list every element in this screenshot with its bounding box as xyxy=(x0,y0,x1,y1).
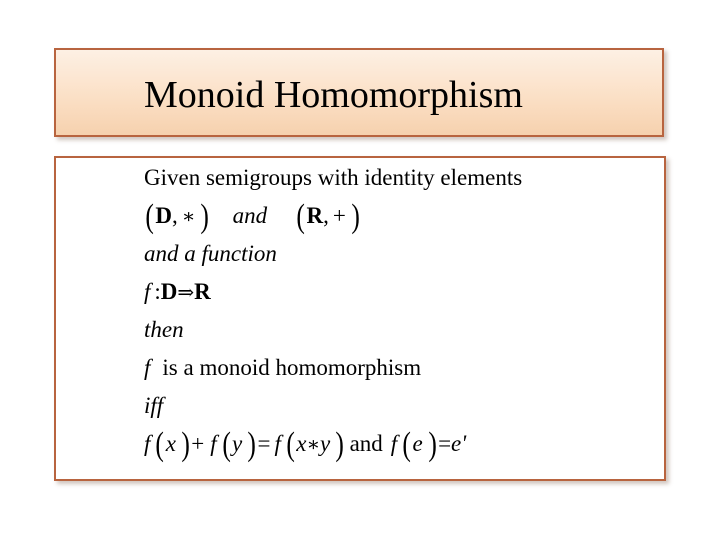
plus-operator: + xyxy=(332,203,346,228)
set-d: D xyxy=(160,279,178,304)
var-y: y xyxy=(231,431,243,456)
function-f: f xyxy=(144,279,151,304)
comma: , xyxy=(171,203,178,228)
claim-text: is a monoid homomorphism xyxy=(162,355,422,380)
var-x: x xyxy=(296,431,307,456)
equals-sign: = xyxy=(438,431,452,456)
set-r: R xyxy=(306,203,324,228)
colon: : xyxy=(154,279,161,304)
open-paren: ( xyxy=(155,426,165,463)
open-paren: ( xyxy=(402,426,412,463)
implies-arrow: ⇒ xyxy=(177,280,195,304)
line-then: then xyxy=(144,317,184,342)
and-word: and xyxy=(232,203,268,228)
star-operator: ∗ xyxy=(306,432,321,456)
var-x: x xyxy=(165,431,176,456)
star-operator: ∗ xyxy=(181,204,196,228)
line-function: and a function xyxy=(144,241,277,266)
close-paren: ) xyxy=(351,198,360,235)
var-y: y xyxy=(320,431,331,456)
open-paren: ( xyxy=(222,426,231,463)
function-f: f xyxy=(144,355,151,380)
var-e-prime: e' xyxy=(451,431,467,456)
title-box xyxy=(54,48,664,137)
close-paren: ) xyxy=(428,426,437,463)
function-f: f xyxy=(274,431,281,456)
close-paren: ) xyxy=(335,426,345,463)
line-structures xyxy=(144,198,361,235)
equals-sign: = xyxy=(257,431,271,456)
close-paren: ) xyxy=(247,426,257,463)
close-paren: ) xyxy=(200,198,210,235)
slide-title: Monoid Homomorphism xyxy=(144,74,523,116)
close-paren: ) xyxy=(181,426,190,463)
line-given: Given semigroups with identity elements xyxy=(144,165,523,190)
line-iff: iff xyxy=(144,393,164,418)
set-d: D xyxy=(155,203,172,228)
open-paren: ( xyxy=(296,198,306,235)
content-box xyxy=(54,156,666,481)
open-paren: ( xyxy=(145,198,154,235)
plus-operator: + xyxy=(191,431,205,456)
comma: , xyxy=(323,203,329,228)
function-f: f xyxy=(210,431,217,456)
open-paren: ( xyxy=(286,426,295,463)
function-f: f xyxy=(144,431,151,456)
line-claim xyxy=(144,354,421,382)
line-mapping xyxy=(144,278,211,306)
and-word: and xyxy=(349,431,383,456)
var-e: e xyxy=(412,431,423,456)
function-f: f xyxy=(390,431,398,456)
line-conditions xyxy=(144,426,467,463)
set-r: R xyxy=(194,279,211,304)
